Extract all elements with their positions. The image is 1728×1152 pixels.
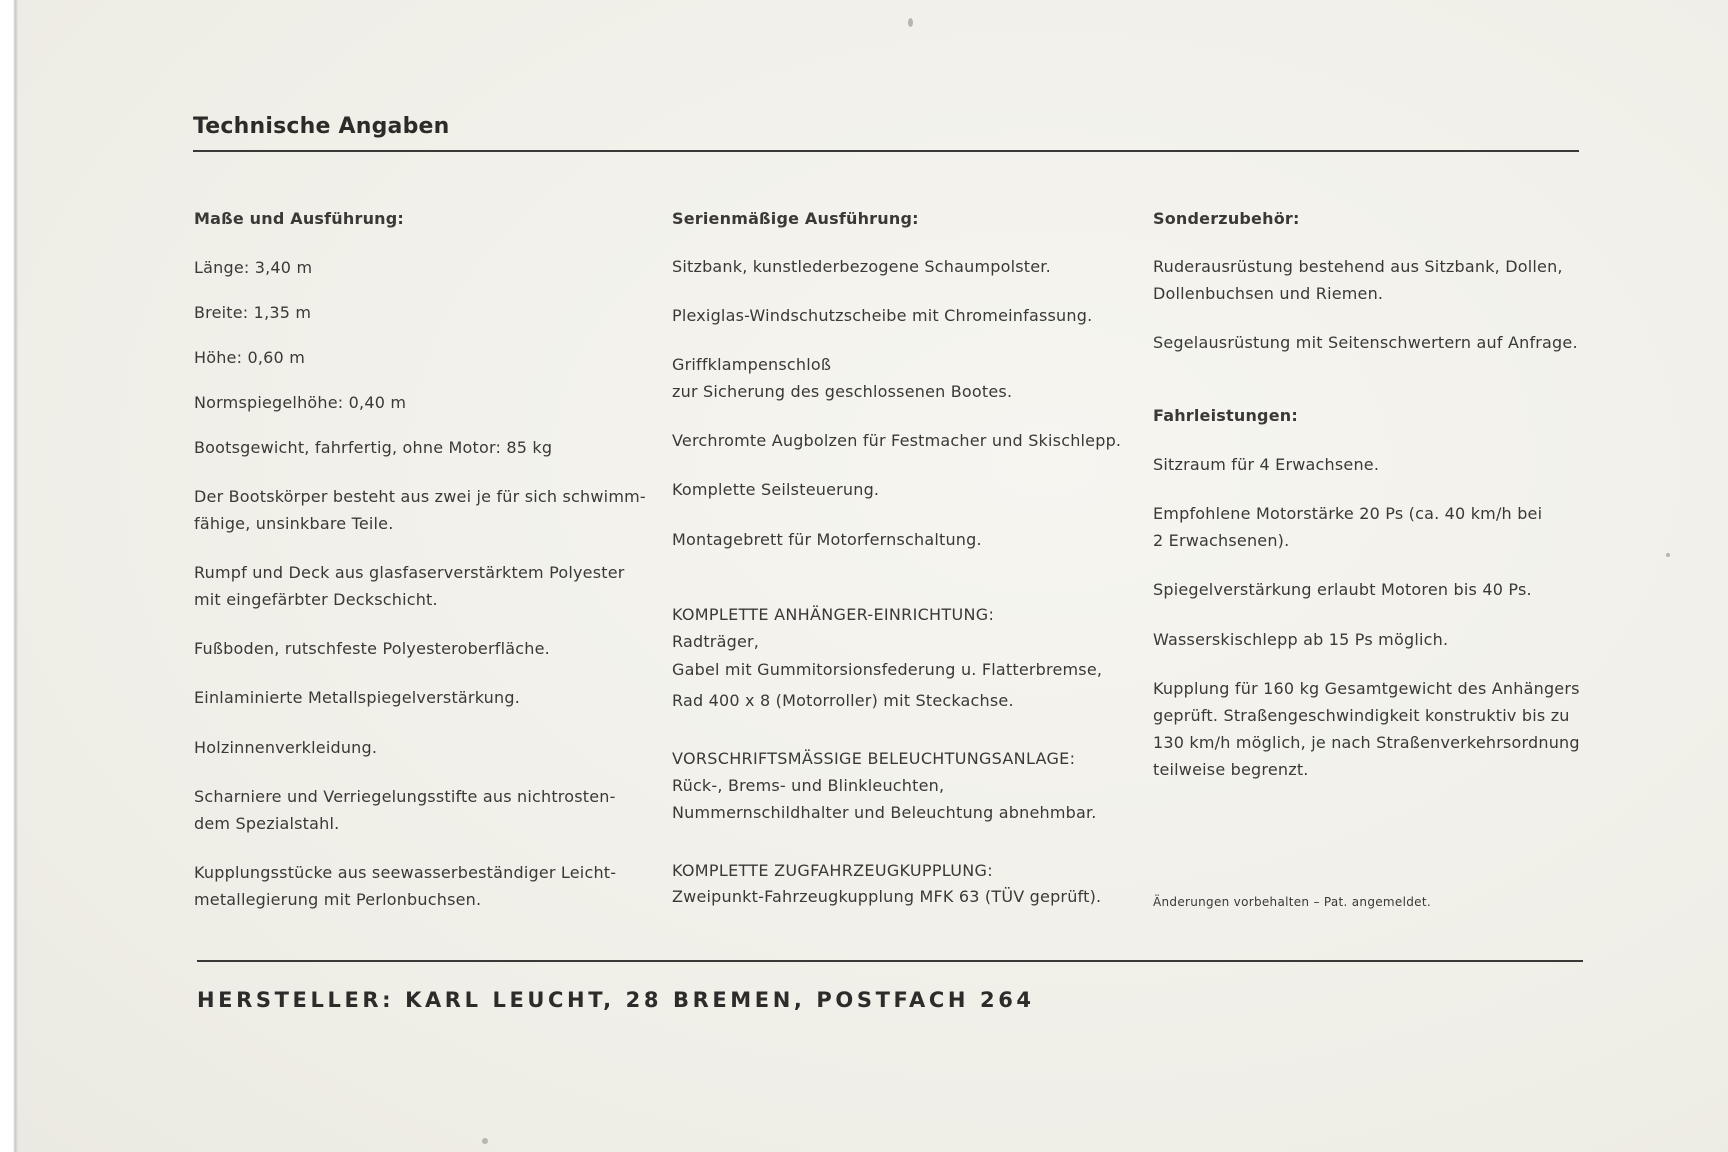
spec-line: Fußboden, rutschfeste Polyesteroberfläche.	[194, 639, 550, 658]
spec-line: Montagebrett für Motorfernschaltung.	[672, 530, 982, 549]
spec-line: Höhe: 0,60 m	[194, 348, 305, 367]
spec-line: Radträger,	[672, 632, 760, 651]
spec-line: 130 km/h möglich, je nach Straßenverkehrsordnung	[1153, 733, 1580, 752]
spec-line: Rad 400 x 8 (Motorroller) mit Steckachse.	[672, 691, 1014, 710]
spec-line: Nummernschildhalter und Beleuchtung abnehmbar.	[672, 803, 1097, 822]
spec-line: Breite: 1,35 m	[194, 303, 312, 322]
spec-line: teilweise begrenzt.	[1153, 760, 1309, 779]
spec-line: Kupplung für 160 kg Gesamtgewicht des Anhängers	[1153, 679, 1580, 698]
spec-line: Sitzbank, kunstlederbezogene Schaumpolster.	[672, 257, 1051, 276]
page-edge	[0, 0, 18, 1152]
spec-line: Empfohlene Motorstärke 20 Ps (ca. 40 km/h bei	[1153, 504, 1543, 523]
spec-line: mit eingefärbter Deckschicht.	[194, 590, 438, 609]
spec-line: Wasserskischlepp ab 15 Ps möglich.	[1153, 630, 1449, 649]
spec-line: Einlaminierte Metallspiegelverstärkung.	[194, 688, 521, 707]
section-heading: Serienmäßige Ausführung:	[672, 209, 919, 228]
footnote: Änderungen vorbehalten – Pat. angemeldet.	[1153, 895, 1431, 909]
spec-line: geprüft. Straßengeschwindigkeit konstruktiv bis zu	[1153, 706, 1570, 725]
spec-line: Holzinnenverkleidung.	[194, 738, 378, 757]
manufacturer-line: HERSTELLER: KARL LEUCHT, 28 BREMEN, POSTFACH 264	[197, 988, 1035, 1012]
spec-line: 2 Erwachsenen).	[1153, 531, 1290, 550]
spec-line: fähige, unsinkbare Teile.	[194, 514, 394, 533]
spec-line: Ruderausrüstung bestehend aus Sitzbank, Dollen,	[1153, 257, 1563, 276]
spec-line: Rück-, Brems- und Blinkleuchten,	[672, 776, 945, 795]
spec-line: dem Spezialstahl.	[194, 814, 340, 833]
spec-line: metallegierung mit Perlonbuchsen.	[194, 890, 482, 909]
subsection-heading: KOMPLETTE ANHÄNGER-EINRICHTUNG:	[672, 605, 995, 624]
paper-speck	[908, 18, 913, 27]
spec-line: Länge: 3,40 m	[194, 258, 313, 277]
spec-line: Bootsgewicht, fahrfertig, ohne Motor: 85 kg	[194, 438, 553, 457]
section-heading: Maße und Ausführung:	[194, 209, 405, 228]
section-heading: Sonderzubehör:	[1153, 209, 1300, 228]
spec-line: Komplette Seilsteuerung.	[672, 480, 880, 499]
spec-line: Der Bootskörper besteht aus zwei je für sich schwimm-	[194, 487, 646, 506]
paper-speck	[1666, 553, 1670, 557]
section-heading: Fahrleistungen:	[1153, 406, 1298, 425]
page-title: Technische Angaben	[193, 114, 450, 139]
spec-line: Spiegelverstärkung erlaubt Motoren bis 40 Ps.	[1153, 580, 1532, 599]
spec-line: Plexiglas-Windschutzscheibe mit Chromeinfassung.	[672, 306, 1093, 325]
spec-line: Kupplungsstücke aus seewasserbeständiger Leicht-	[194, 863, 617, 882]
title-rule	[193, 150, 1579, 152]
paper-speck	[482, 1138, 488, 1144]
spec-line: Sitzraum für 4 Erwachsene.	[1153, 455, 1380, 474]
spec-line: Griffklampenschloß	[672, 355, 832, 374]
subsection-heading: VORSCHRIFTSMÄSSIGE BELEUCHTUNGSANLAGE:	[672, 749, 1076, 768]
spec-line: zur Sicherung des geschlossenen Bootes.	[672, 382, 1013, 401]
spec-line: Segelausrüstung mit Seitenschwertern auf Anfrage.	[1153, 333, 1578, 352]
footer-rule	[197, 960, 1583, 962]
spec-line: Verchromte Augbolzen für Festmacher und Skischlepp.	[672, 431, 1122, 450]
spec-line: Scharniere und Verriegelungsstifte aus nichtrosten-	[194, 787, 616, 806]
subsection-heading: KOMPLETTE ZUGFAHRZEUGKUPPLUNG:	[672, 861, 993, 880]
spec-line: Gabel mit Gummitorsionsfederung u. Flatterbremse,	[672, 660, 1103, 679]
spec-line: Normspiegelhöhe: 0,40 m	[194, 393, 407, 412]
spec-line: Dollenbuchsen und Riemen.	[1153, 284, 1384, 303]
spec-line: Rumpf und Deck aus glasfaserverstärktem Polyester	[194, 563, 625, 582]
spec-line: Zweipunkt-Fahrzeugkupplung MFK 63 (TÜV geprüft).	[672, 887, 1102, 906]
